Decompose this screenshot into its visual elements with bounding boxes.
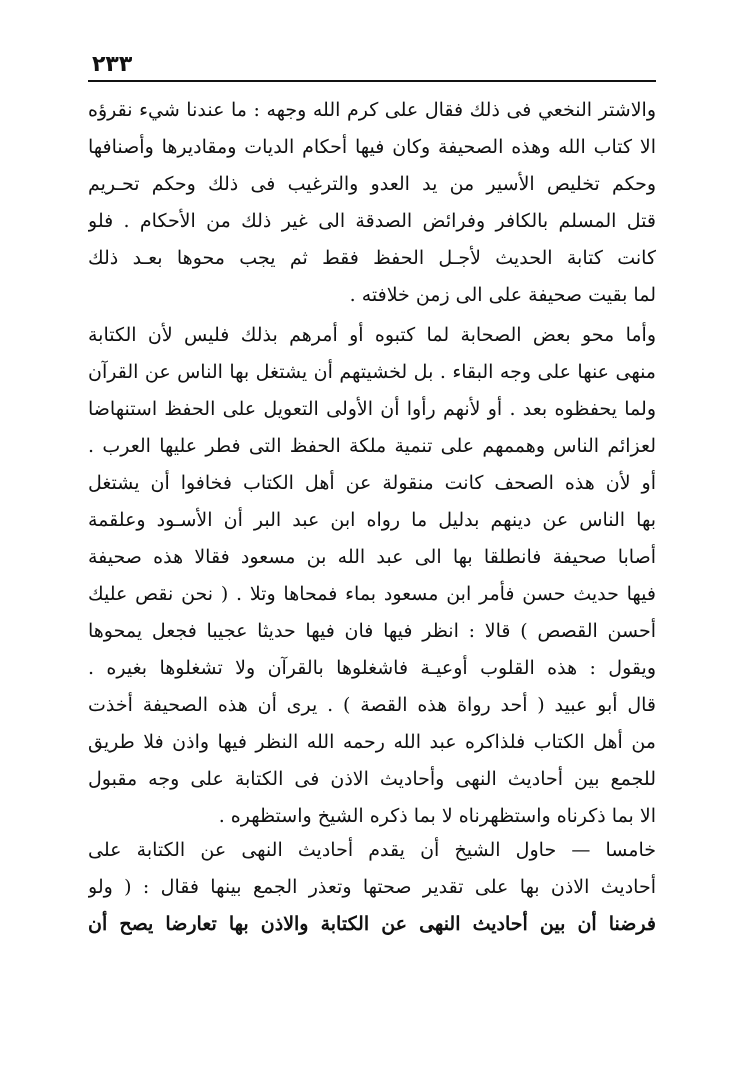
text-line: لعزائم الناس وهممهم على تنمية ملكة الحفظ التى فطر عليها العرب .	[88, 435, 656, 457]
text-line: أحسن القصص ) قالا : انظر فيها فان فيها حديثا عجيبا فجعل يمحوها	[88, 620, 656, 642]
text-line: أحاديث الاذن بها على تقدير صحتها وتعذر الجمع بينها فقال : ( ولو	[88, 876, 656, 898]
text-line: من أهل الكتاب فلذاكره عبد الله رحمه الله النظر فيها واذن فلا طريق	[88, 731, 656, 753]
text-line: الا كتاب الله وهذه الصحيفة وكان فيها أحكام الديات ومقاديرها وأصنافها	[88, 136, 656, 158]
text-line: قال أبو عبيد ( أحد رواة هذه القصة ) . يرى أن هذه الصحيفة أخذت	[88, 694, 656, 716]
text-line: منهى عنها على وجه البقاء . بل لخشيتهم أن يشتغل بها الناس عن القرآن	[88, 361, 656, 383]
text-line: وحكم تخليص الأسير من يد العدو والترغيب فى ذلك وحكم تحـريم	[88, 173, 656, 195]
header-rule	[88, 80, 656, 82]
paragraph	[88, 832, 656, 943]
text-line: فيها حديث حسن فأمر ابن مسعود بماء فمحاها وتلا . ( نحن نقص عليك	[88, 583, 656, 605]
text-line: ولما يحفظوه بعد . أو لأنهم رأوا أن الأولى التعويل على الحفظ استنهاضا	[88, 398, 656, 420]
paragraph	[88, 92, 656, 314]
text-line: لما بقيت صحيفة على الى زمن خلافته .	[349, 284, 656, 306]
text-line: أصابا صحيفة فانطلقا بها الى عبد الله بن مسعود فقالا هذه صحيفة	[88, 546, 656, 568]
text-line: للجمع بين أحاديث النهى وأحاديث الاذن فى الكتابة على وجه مقبول	[88, 768, 656, 790]
paragraph	[88, 317, 656, 835]
text-line: وأما محو بعض الصحابة لما كتبوه أو أمرهم بذلك فليس لأن الكتابة	[88, 324, 656, 346]
text-line: فرضنا أن بين أحاديث النهى عن الكتابة والاذن بها تعارضا يصح أن	[88, 913, 656, 935]
text-line: أو لأن هذه الصحف كانت منقولة عن أهل الكتاب فخافوا أن يشتغل	[88, 472, 656, 494]
text-line: قتل المسلم بالكافر وفرائض الصدقة الى غير ذلك من الأحكام . فلو	[88, 210, 656, 232]
page-number: ٢٣٣	[92, 52, 133, 77]
text-line: والاشتر النخعي فى ذلك فقال على كرم الله وجهه : ما عندنا شيء نقرؤه	[88, 99, 656, 121]
text-line: خامسا — حاول الشيخ أن يقدم أحاديث النهى عن الكتابة على	[88, 839, 656, 861]
text-line: بها الناس عن دينهم بدليل ما رواه ابن عبد البر أن الأسـود وعلقمة	[88, 509, 656, 531]
text-line: ويقول : هذه القلوب أوعيـة فاشغلوها بالقرآن ولا تشغلوها بغيره .	[88, 657, 656, 679]
text-line: الا بما ذكرناه واستظهرناه لا بما ذكره الشيخ واستظهره .	[218, 805, 656, 827]
text-line: كانت كتابة الحديث لأجـل الحفظ فقط ثم يجب محوها بعـد ذلك	[88, 247, 656, 269]
